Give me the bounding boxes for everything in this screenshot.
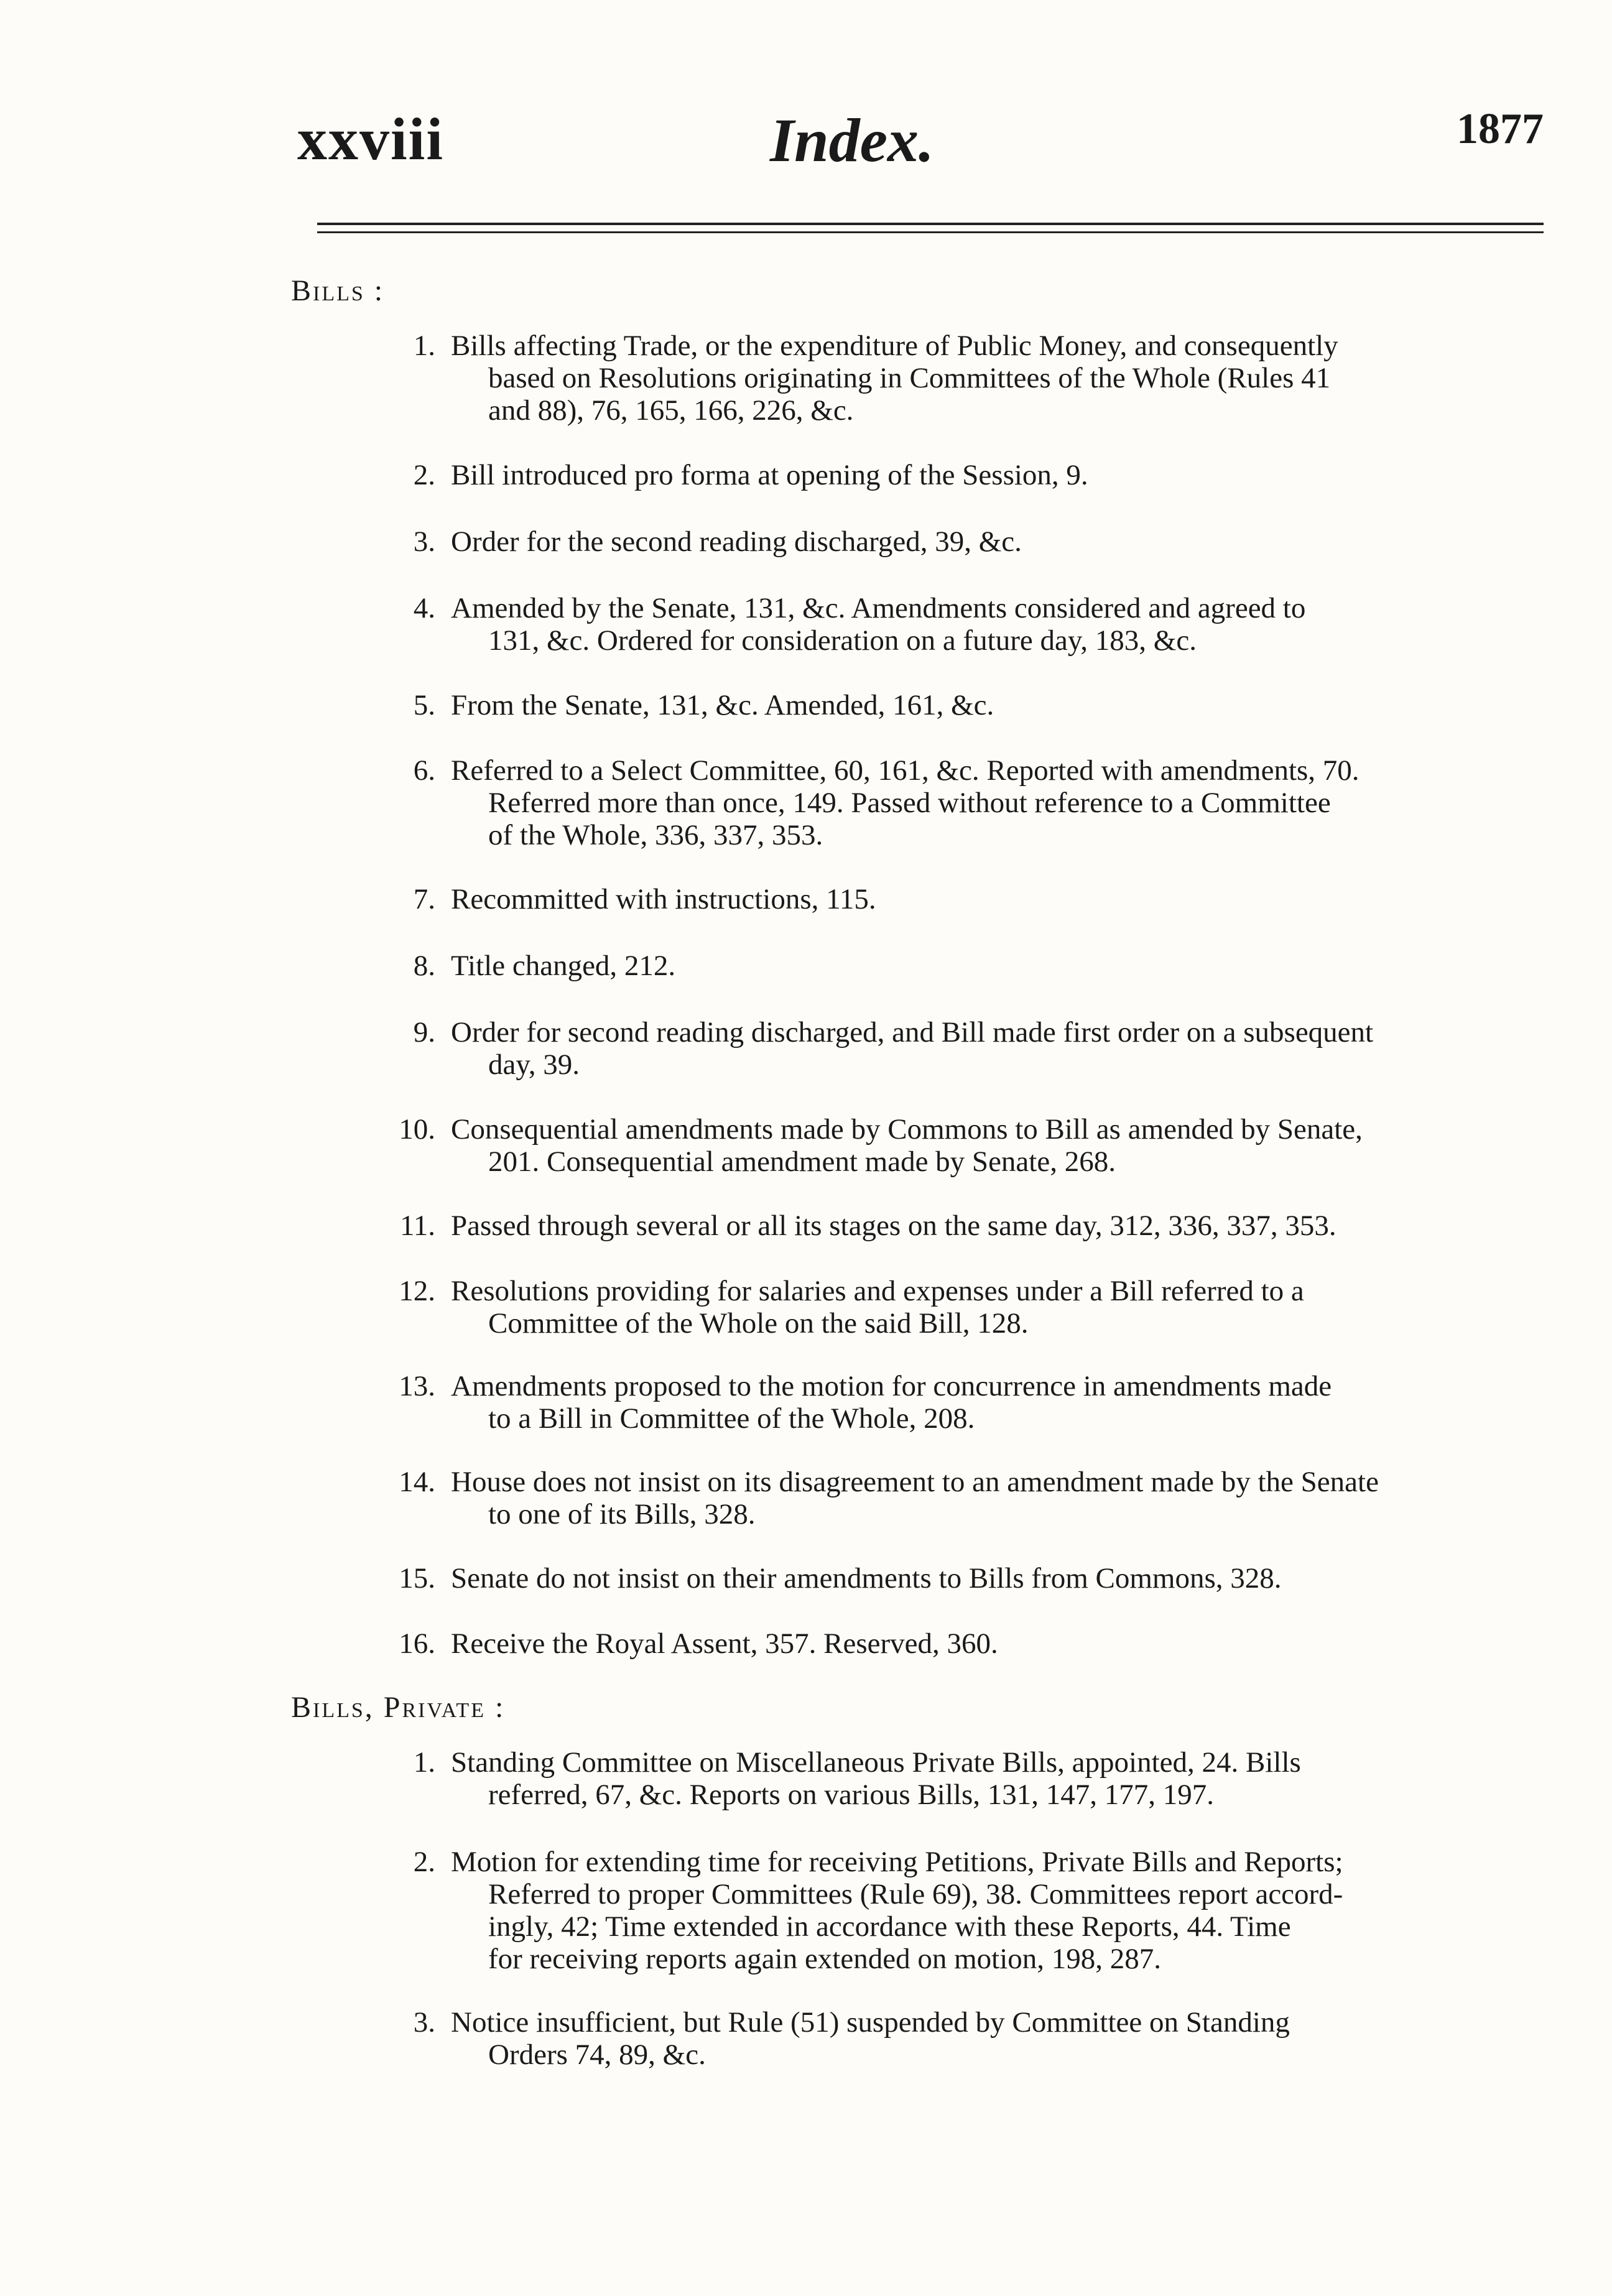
running-title: Index. (770, 106, 934, 175)
entry-line: day, 39. (488, 1048, 580, 1081)
index-entry (373, 1016, 1542, 1081)
entry-line: for receiving reports again extended on motion, 198, 287. (488, 1943, 1162, 1975)
entry-number: 15. (399, 1562, 435, 1595)
index-entry (373, 1627, 1542, 1660)
entry-line: From the Senate, 131, &c. Amended, 161, &c. (451, 689, 994, 721)
entry-number: 14. (399, 1466, 435, 1498)
entry-number: 2. (413, 1846, 435, 1878)
entry-line: House does not insist on its disagreement to an amendment made by the Senate (451, 1466, 1379, 1498)
index-entry (373, 1275, 1542, 1340)
entry-line: Referred to a Select Committee, 60, 161, &c. Reported with amendments, 70. (451, 754, 1360, 787)
entry-line: to a Bill in Committee of the Whole, 208. (488, 1402, 975, 1435)
entry-line: of the Whole, 336, 337, 353. (488, 819, 823, 851)
index-entry (373, 754, 1542, 851)
section-heading: Bills : (291, 274, 385, 307)
entry-number: 9. (413, 1016, 435, 1048)
entry-line: Referred to proper Committees (Rule 69), 38. Committees report accord- (488, 1878, 1343, 1910)
index-entry (373, 1562, 1542, 1595)
entry-line: Bills affecting Trade, or the expenditure of Public Money, and consequently (451, 330, 1338, 362)
header-rule-thin (317, 231, 1544, 233)
entry-line: Passed through several or all its stages on the same day, 312, 336, 337, 353. (451, 1210, 1336, 1242)
entry-line: Amended by the Senate, 131, &c. Amendments considered and agreed to (451, 592, 1306, 624)
entry-number: 16. (399, 1627, 435, 1660)
entry-number: 11. (399, 1210, 435, 1242)
entry-line: based on Resolutions originating in Committees of the Whole (Rules 41 (488, 362, 1331, 394)
entry-line: Resolutions providing for salaries and expenses under a Bill referred to a (451, 1275, 1304, 1307)
entry-number: 12. (399, 1275, 435, 1307)
entry-number: 3. (413, 525, 435, 558)
entry-line: Order for second reading discharged, and Bill made first order on a subsequent (451, 1016, 1374, 1048)
entry-line: Bill introduced pro forma at opening of the Session, 9. (451, 459, 1088, 491)
entry-line: Senate do not insist on their amendments to Bills from Commons, 328. (451, 1562, 1282, 1595)
entry-number: 2. (413, 459, 435, 491)
entry-line: 131, &c. Ordered for consideration on a future day, 183, &c. (488, 624, 1197, 657)
index-entry (373, 689, 1542, 721)
entry-line: Amendments proposed to the motion for concurrence in amendments made (451, 1370, 1332, 1402)
entry-line: ingly, 42; Time extended in accordance with these Reports, 44. Time (488, 1910, 1291, 1943)
entry-line: and 88), 76, 165, 166, 226, &c. (488, 394, 854, 427)
index-entry (373, 883, 1542, 915)
entry-number: 7. (413, 883, 435, 915)
entry-line: Receive the Royal Assent, 357. Reserved, 360. (451, 1627, 998, 1660)
entry-line: Standing Committee on Miscellaneous Private Bills, appointed, 24. Bills (451, 1746, 1301, 1779)
entry-line: Orders 74, 89, &c. (488, 2039, 706, 2071)
index-entry (373, 592, 1542, 657)
entry-number: 5. (413, 689, 435, 721)
index-entry (373, 1210, 1542, 1242)
entry-line: 201. Consequential amendment made by Senate, 268. (488, 1146, 1116, 1178)
entry-line: Committee of the Whole on the said Bill, 128. (488, 1307, 1029, 1340)
entry-line: Title changed, 212. (451, 950, 676, 982)
entry-line: Order for the second reading discharged, 39, &c. (451, 525, 1022, 558)
page-number: xxviii (297, 106, 445, 172)
index-entry (373, 2006, 1542, 2071)
entry-number: 13. (399, 1370, 435, 1402)
header-rule (317, 223, 1544, 225)
entry-line: referred, 67, &c. Reports on various Bills, 131, 147, 177, 197. (488, 1779, 1214, 1811)
entry-number: 10. (399, 1113, 435, 1146)
index-entry (373, 950, 1542, 982)
index-entry (373, 459, 1542, 491)
year: 1877 (1457, 105, 1544, 153)
entry-line: Motion for extending time for receiving Petitions, Private Bills and Reports; (451, 1846, 1343, 1878)
entry-line: Notice insufficient, but Rule (51) suspended by Committee on Standing (451, 2006, 1290, 2039)
entry-number: 8. (413, 950, 435, 982)
entry-line: Recommitted with instructions, 115. (451, 883, 876, 915)
section-heading: Bills, Private : (291, 1691, 506, 1724)
entry-line: Referred more than once, 149. Passed without reference to a Committee (488, 787, 1331, 819)
entry-line: to one of its Bills, 328. (488, 1498, 756, 1530)
entry-number: 3. (413, 2006, 435, 2039)
index-entry (373, 1113, 1542, 1178)
entry-number: 1. (413, 1746, 435, 1779)
entry-number: 6. (413, 754, 435, 787)
index-entry (373, 1466, 1542, 1530)
index-entry (373, 330, 1542, 427)
index-entry (373, 1746, 1542, 1811)
index-entry (373, 1370, 1542, 1435)
entry-number: 4. (413, 592, 435, 624)
entry-line: Consequential amendments made by Commons to Bill as amended by Senate, (451, 1113, 1363, 1146)
index-entry (373, 1846, 1542, 1975)
page-header (0, 104, 1612, 192)
index-entry (373, 525, 1542, 558)
entry-number: 1. (413, 330, 435, 362)
